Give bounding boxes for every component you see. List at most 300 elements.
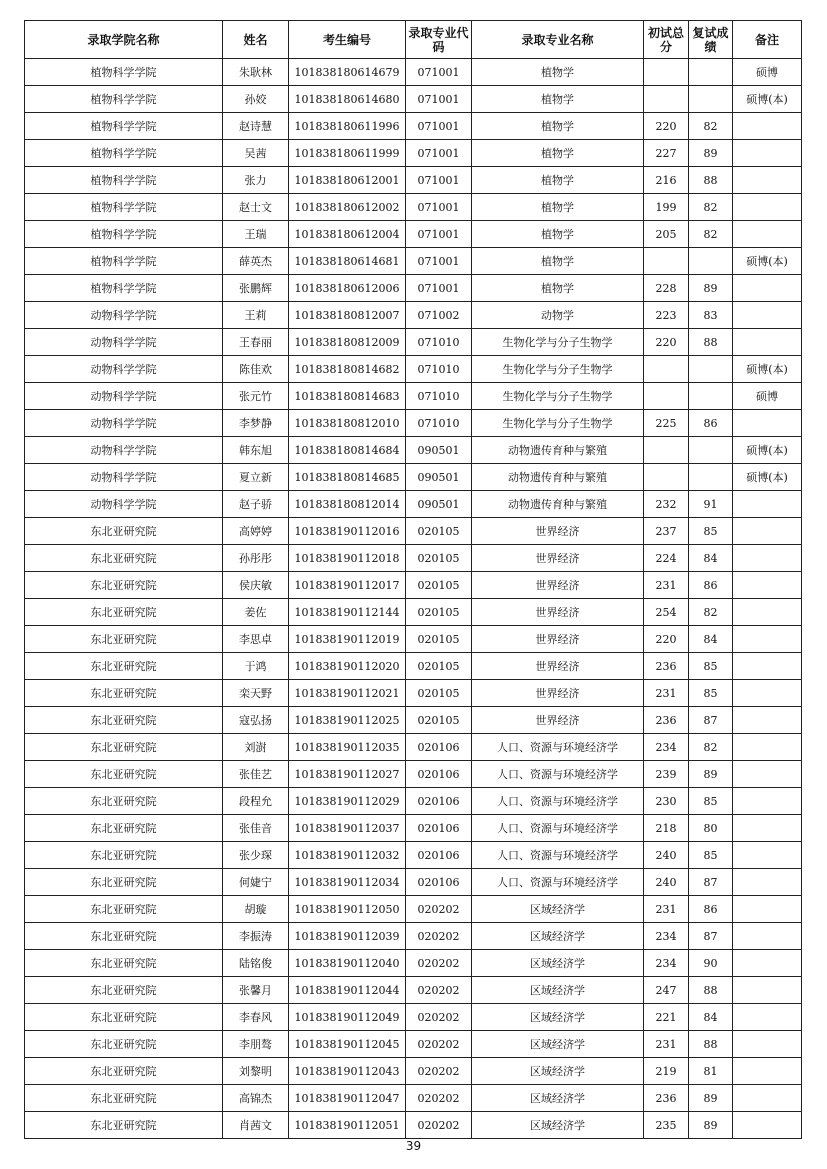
table-row xyxy=(25,1112,802,1139)
admissions-table xyxy=(24,20,802,1139)
cell-college: 东北亚研究院 xyxy=(25,815,223,842)
cell-college: 动物科学学院 xyxy=(25,410,223,437)
cell-major-code: 071010 xyxy=(406,329,472,356)
cell-retest-score: 82 xyxy=(689,113,733,140)
cell-retest-score: 87 xyxy=(689,869,733,896)
cell-retest-score: 82 xyxy=(689,734,733,761)
cell-major-name: 生物化学与分子生物学 xyxy=(472,383,644,410)
cell-candidate-id: 101838190112034 xyxy=(289,869,406,896)
cell-retest-score: 84 xyxy=(689,1004,733,1031)
cell-major-name: 生物化学与分子生物学 xyxy=(472,329,644,356)
cell-major-name: 世界经济 xyxy=(472,599,644,626)
cell-major-name: 区域经济学 xyxy=(472,896,644,923)
table-row xyxy=(25,599,802,626)
cell-initial-score: 235 xyxy=(644,1112,689,1139)
cell-major-code: 071010 xyxy=(406,356,472,383)
cell-initial-score: 231 xyxy=(644,680,689,707)
cell-name: 李春风 xyxy=(223,1004,289,1031)
cell-candidate-id: 101838180812007 xyxy=(289,302,406,329)
cell-candidate-id: 101838180614681 xyxy=(289,248,406,275)
table-row xyxy=(25,572,802,599)
cell-retest-score: 89 xyxy=(689,761,733,788)
cell-retest-score: 86 xyxy=(689,410,733,437)
cell-college: 动物科学学院 xyxy=(25,464,223,491)
cell-name: 张鹏辉 xyxy=(223,275,289,302)
cell-major-code: 020106 xyxy=(406,761,472,788)
cell-retest-score: 84 xyxy=(689,545,733,572)
cell-major-code: 020105 xyxy=(406,545,472,572)
cell-initial-score: 216 xyxy=(644,167,689,194)
cell-name: 肖茜文 xyxy=(223,1112,289,1139)
cell-major-name: 植物学 xyxy=(472,86,644,113)
cell-major-code: 020106 xyxy=(406,815,472,842)
cell-major-code: 020202 xyxy=(406,1058,472,1085)
cell-major-name: 世界经济 xyxy=(472,572,644,599)
cell-retest-score: 89 xyxy=(689,1112,733,1139)
cell-candidate-id: 101838190112039 xyxy=(289,923,406,950)
table-row xyxy=(25,626,802,653)
cell-name: 赵诗慧 xyxy=(223,113,289,140)
cell-retest-score: 85 xyxy=(689,842,733,869)
table-row xyxy=(25,221,802,248)
cell-retest-score xyxy=(689,437,733,464)
cell-name: 陈佳欢 xyxy=(223,356,289,383)
cell-candidate-id: 101838190112043 xyxy=(289,1058,406,1085)
cell-major-name: 人口、资源与环境经济学 xyxy=(472,734,644,761)
cell-major-name: 区域经济学 xyxy=(472,923,644,950)
cell-major-name: 世界经济 xyxy=(472,626,644,653)
cell-initial-score xyxy=(644,464,689,491)
table-row xyxy=(25,464,802,491)
cell-remark xyxy=(733,680,802,707)
cell-major-code: 071010 xyxy=(406,410,472,437)
cell-initial-score: 230 xyxy=(644,788,689,815)
cell-initial-score: 224 xyxy=(644,545,689,572)
cell-major-code: 071001 xyxy=(406,140,472,167)
cell-initial-score xyxy=(644,248,689,275)
cell-college: 东北亚研究院 xyxy=(25,707,223,734)
cell-initial-score: 234 xyxy=(644,734,689,761)
cell-college: 植物科学学院 xyxy=(25,59,223,86)
cell-candidate-id: 101838180614680 xyxy=(289,86,406,113)
cell-college: 植物科学学院 xyxy=(25,248,223,275)
cell-college: 东北亚研究院 xyxy=(25,896,223,923)
cell-candidate-id: 101838190112045 xyxy=(289,1031,406,1058)
cell-retest-score: 88 xyxy=(689,167,733,194)
table-header-row xyxy=(25,21,802,59)
cell-name: 王瑞 xyxy=(223,221,289,248)
cell-initial-score: 220 xyxy=(644,113,689,140)
cell-initial-score: 221 xyxy=(644,1004,689,1031)
cell-name: 陆铭俊 xyxy=(223,950,289,977)
cell-major-name: 人口、资源与环境经济学 xyxy=(472,869,644,896)
cell-retest-score: 82 xyxy=(689,221,733,248)
table-row xyxy=(25,248,802,275)
cell-college: 东北亚研究院 xyxy=(25,572,223,599)
cell-name: 李梦静 xyxy=(223,410,289,437)
cell-retest-score: 82 xyxy=(689,599,733,626)
cell-candidate-id: 101838190112020 xyxy=(289,653,406,680)
table-row xyxy=(25,329,802,356)
cell-major-name: 人口、资源与环境经济学 xyxy=(472,815,644,842)
cell-name: 吴茜 xyxy=(223,140,289,167)
cell-major-code: 020105 xyxy=(406,572,472,599)
cell-candidate-id: 101838190112051 xyxy=(289,1112,406,1139)
cell-retest-score: 87 xyxy=(689,923,733,950)
cell-initial-score: 234 xyxy=(644,923,689,950)
cell-major-code: 020106 xyxy=(406,842,472,869)
cell-major-code: 020202 xyxy=(406,977,472,1004)
table-row xyxy=(25,761,802,788)
cell-initial-score: 236 xyxy=(644,653,689,680)
table-row xyxy=(25,707,802,734)
cell-candidate-id: 101838190112035 xyxy=(289,734,406,761)
cell-major-name: 区域经济学 xyxy=(472,977,644,1004)
cell-retest-score: 89 xyxy=(689,275,733,302)
cell-major-code: 020105 xyxy=(406,599,472,626)
header-name: 姓名 xyxy=(223,21,289,59)
cell-college: 动物科学学院 xyxy=(25,491,223,518)
header-remark: 备注 xyxy=(733,21,802,59)
table-row xyxy=(25,1004,802,1031)
header-candidate-id: 考生编号 xyxy=(289,21,406,59)
cell-candidate-id: 101838190112049 xyxy=(289,1004,406,1031)
cell-retest-score: 85 xyxy=(689,518,733,545)
cell-candidate-id: 101838190112032 xyxy=(289,842,406,869)
cell-remark xyxy=(733,194,802,221)
cell-candidate-id: 101838190112029 xyxy=(289,788,406,815)
cell-initial-score: 223 xyxy=(644,302,689,329)
cell-retest-score: 81 xyxy=(689,1058,733,1085)
cell-major-name: 植物学 xyxy=(472,59,644,86)
cell-name: 张少琛 xyxy=(223,842,289,869)
cell-retest-score xyxy=(689,86,733,113)
cell-candidate-id: 101838180814685 xyxy=(289,464,406,491)
cell-initial-score xyxy=(644,356,689,383)
cell-major-name: 植物学 xyxy=(472,140,644,167)
table-row xyxy=(25,86,802,113)
cell-retest-score: 84 xyxy=(689,626,733,653)
cell-major-code: 020105 xyxy=(406,680,472,707)
table-row xyxy=(25,437,802,464)
cell-retest-score: 85 xyxy=(689,680,733,707)
table-row xyxy=(25,734,802,761)
cell-remark: 硕博(本) xyxy=(733,464,802,491)
table-row xyxy=(25,275,802,302)
cell-major-code: 020202 xyxy=(406,1031,472,1058)
cell-major-code: 071001 xyxy=(406,167,472,194)
cell-retest-score: 89 xyxy=(689,140,733,167)
cell-initial-score xyxy=(644,383,689,410)
cell-major-name: 世界经济 xyxy=(472,680,644,707)
cell-major-name: 区域经济学 xyxy=(472,1085,644,1112)
cell-college: 东北亚研究院 xyxy=(25,545,223,572)
cell-initial-score: 218 xyxy=(644,815,689,842)
cell-initial-score: 254 xyxy=(644,599,689,626)
cell-remark xyxy=(733,734,802,761)
cell-major-name: 世界经济 xyxy=(472,653,644,680)
cell-retest-score: 85 xyxy=(689,788,733,815)
cell-initial-score: 234 xyxy=(644,950,689,977)
cell-college: 东北亚研究院 xyxy=(25,680,223,707)
cell-remark: 硕博(本) xyxy=(733,437,802,464)
cell-remark xyxy=(733,626,802,653)
cell-retest-score: 87 xyxy=(689,707,733,734)
cell-college: 东北亚研究院 xyxy=(25,842,223,869)
cell-initial-score: 236 xyxy=(644,707,689,734)
table-row xyxy=(25,680,802,707)
cell-candidate-id: 101838190112037 xyxy=(289,815,406,842)
cell-retest-score xyxy=(689,248,733,275)
cell-initial-score: 236 xyxy=(644,1085,689,1112)
cell-name: 孙姣 xyxy=(223,86,289,113)
cell-candidate-id: 101838180611999 xyxy=(289,140,406,167)
cell-college: 东北亚研究院 xyxy=(25,1004,223,1031)
cell-candidate-id: 101838190112018 xyxy=(289,545,406,572)
cell-remark xyxy=(733,869,802,896)
cell-candidate-id: 101838190112047 xyxy=(289,1085,406,1112)
cell-major-code: 020106 xyxy=(406,788,472,815)
cell-major-code: 020202 xyxy=(406,1112,472,1139)
table-row xyxy=(25,1031,802,1058)
cell-college: 植物科学学院 xyxy=(25,275,223,302)
cell-retest-score: 86 xyxy=(689,572,733,599)
cell-candidate-id: 101838190112050 xyxy=(289,896,406,923)
cell-major-name: 世界经济 xyxy=(472,707,644,734)
table-row xyxy=(25,869,802,896)
cell-remark: 硕博 xyxy=(733,383,802,410)
table-row xyxy=(25,356,802,383)
cell-major-code: 071001 xyxy=(406,194,472,221)
cell-name: 高婷婷 xyxy=(223,518,289,545)
cell-candidate-id: 101838180812009 xyxy=(289,329,406,356)
cell-major-code: 020106 xyxy=(406,734,472,761)
cell-major-code: 071001 xyxy=(406,275,472,302)
cell-major-name: 人口、资源与环境经济学 xyxy=(472,788,644,815)
cell-college: 植物科学学院 xyxy=(25,86,223,113)
cell-major-code: 020106 xyxy=(406,869,472,896)
header-initial-score: 初试总分 xyxy=(644,21,689,59)
cell-initial-score: 240 xyxy=(644,869,689,896)
table-row xyxy=(25,383,802,410)
cell-initial-score: 232 xyxy=(644,491,689,518)
cell-candidate-id: 101838180612006 xyxy=(289,275,406,302)
table-row xyxy=(25,788,802,815)
table-row xyxy=(25,896,802,923)
cell-major-code: 020202 xyxy=(406,1085,472,1112)
cell-remark xyxy=(733,1058,802,1085)
table-row xyxy=(25,977,802,1004)
cell-name: 夏立新 xyxy=(223,464,289,491)
cell-major-code: 071001 xyxy=(406,221,472,248)
table-row xyxy=(25,302,802,329)
cell-remark xyxy=(733,275,802,302)
cell-initial-score: 237 xyxy=(644,518,689,545)
cell-retest-score: 80 xyxy=(689,815,733,842)
cell-college: 东北亚研究院 xyxy=(25,869,223,896)
cell-initial-score: 247 xyxy=(644,977,689,1004)
cell-remark xyxy=(733,1085,802,1112)
cell-major-name: 植物学 xyxy=(472,221,644,248)
cell-name: 姜佐 xyxy=(223,599,289,626)
cell-name: 张佳艺 xyxy=(223,761,289,788)
table-row xyxy=(25,410,802,437)
cell-retest-score: 89 xyxy=(689,1085,733,1112)
cell-remark xyxy=(733,1031,802,1058)
cell-name: 张佳音 xyxy=(223,815,289,842)
cell-name: 韩东旭 xyxy=(223,437,289,464)
cell-college: 东北亚研究院 xyxy=(25,950,223,977)
cell-college: 东北亚研究院 xyxy=(25,653,223,680)
table-body xyxy=(25,59,802,1139)
cell-college: 动物科学学院 xyxy=(25,383,223,410)
cell-initial-score: 220 xyxy=(644,626,689,653)
page-number: 39 xyxy=(405,1139,422,1153)
cell-remark xyxy=(733,653,802,680)
cell-major-code: 020105 xyxy=(406,653,472,680)
cell-retest-score xyxy=(689,59,733,86)
cell-college: 动物科学学院 xyxy=(25,356,223,383)
cell-candidate-id: 101838190112144 xyxy=(289,599,406,626)
cell-retest-score: 88 xyxy=(689,329,733,356)
cell-college: 植物科学学院 xyxy=(25,113,223,140)
cell-remark xyxy=(733,545,802,572)
cell-initial-score: 225 xyxy=(644,410,689,437)
cell-candidate-id: 101838190112017 xyxy=(289,572,406,599)
cell-remark xyxy=(733,518,802,545)
cell-name: 赵士文 xyxy=(223,194,289,221)
cell-candidate-id: 101838180812010 xyxy=(289,410,406,437)
cell-major-code: 071001 xyxy=(406,86,472,113)
cell-name: 李朋骜 xyxy=(223,1031,289,1058)
cell-remark xyxy=(733,140,802,167)
cell-major-code: 071001 xyxy=(406,248,472,275)
table-row xyxy=(25,1085,802,1112)
cell-initial-score xyxy=(644,59,689,86)
cell-initial-score: 228 xyxy=(644,275,689,302)
cell-major-name: 区域经济学 xyxy=(472,1031,644,1058)
cell-major-name: 植物学 xyxy=(472,167,644,194)
cell-retest-score: 82 xyxy=(689,194,733,221)
cell-retest-score: 90 xyxy=(689,950,733,977)
cell-remark xyxy=(733,815,802,842)
cell-name: 何婕宁 xyxy=(223,869,289,896)
cell-initial-score: 240 xyxy=(644,842,689,869)
cell-candidate-id: 101838180612002 xyxy=(289,194,406,221)
cell-name: 高锦杰 xyxy=(223,1085,289,1112)
cell-name: 朱耿林 xyxy=(223,59,289,86)
table-row xyxy=(25,815,802,842)
table-row xyxy=(25,59,802,86)
cell-name: 栾天野 xyxy=(223,680,289,707)
cell-major-code: 090501 xyxy=(406,437,472,464)
cell-major-code: 020202 xyxy=(406,950,472,977)
cell-remark xyxy=(733,410,802,437)
table-row xyxy=(25,113,802,140)
cell-major-code: 071002 xyxy=(406,302,472,329)
cell-candidate-id: 101838180814684 xyxy=(289,437,406,464)
cell-college: 动物科学学院 xyxy=(25,437,223,464)
cell-major-name: 区域经济学 xyxy=(472,1004,644,1031)
cell-college: 植物科学学院 xyxy=(25,194,223,221)
cell-name: 王春丽 xyxy=(223,329,289,356)
cell-retest-score: 85 xyxy=(689,653,733,680)
cell-name: 孙彤彤 xyxy=(223,545,289,572)
cell-college: 东北亚研究院 xyxy=(25,1031,223,1058)
header-major-name: 录取专业名称 xyxy=(472,21,644,59)
cell-remark xyxy=(733,167,802,194)
cell-candidate-id: 101838190112044 xyxy=(289,977,406,1004)
table-row xyxy=(25,518,802,545)
cell-college: 东北亚研究院 xyxy=(25,599,223,626)
cell-remark xyxy=(733,302,802,329)
cell-college: 东北亚研究院 xyxy=(25,518,223,545)
cell-initial-score: 231 xyxy=(644,1031,689,1058)
cell-name: 段程允 xyxy=(223,788,289,815)
cell-major-code: 020105 xyxy=(406,626,472,653)
cell-name: 李思卓 xyxy=(223,626,289,653)
cell-remark: 硕博(本) xyxy=(733,356,802,383)
cell-retest-score xyxy=(689,356,733,383)
table-row xyxy=(25,140,802,167)
cell-remark xyxy=(733,761,802,788)
cell-name: 刘黎明 xyxy=(223,1058,289,1085)
cell-major-name: 区域经济学 xyxy=(472,1058,644,1085)
cell-college: 东北亚研究院 xyxy=(25,626,223,653)
table-row xyxy=(25,950,802,977)
cell-major-code: 071001 xyxy=(406,59,472,86)
cell-remark xyxy=(733,1004,802,1031)
cell-initial-score: 231 xyxy=(644,896,689,923)
cell-remark xyxy=(733,707,802,734)
cell-major-name: 世界经济 xyxy=(472,545,644,572)
cell-college: 东北亚研究院 xyxy=(25,788,223,815)
cell-remark xyxy=(733,572,802,599)
cell-candidate-id: 101838180814682 xyxy=(289,356,406,383)
cell-candidate-id: 101838180612001 xyxy=(289,167,406,194)
cell-college: 东北亚研究院 xyxy=(25,761,223,788)
cell-major-code: 020202 xyxy=(406,1004,472,1031)
cell-name: 张馨月 xyxy=(223,977,289,1004)
cell-major-name: 植物学 xyxy=(472,248,644,275)
cell-major-name: 生物化学与分子生物学 xyxy=(472,356,644,383)
table-row xyxy=(25,194,802,221)
cell-college: 动物科学学院 xyxy=(25,302,223,329)
cell-name: 李振涛 xyxy=(223,923,289,950)
cell-initial-score xyxy=(644,86,689,113)
cell-major-name: 区域经济学 xyxy=(472,950,644,977)
header-major-code: 录取专业代码 xyxy=(406,21,472,59)
cell-remark: 硕博(本) xyxy=(733,86,802,113)
cell-major-code: 020202 xyxy=(406,896,472,923)
cell-major-name: 世界经济 xyxy=(472,518,644,545)
cell-retest-score: 91 xyxy=(689,491,733,518)
cell-candidate-id: 101838180612004 xyxy=(289,221,406,248)
cell-college: 东北亚研究院 xyxy=(25,734,223,761)
cell-name: 王莉 xyxy=(223,302,289,329)
cell-name: 于鸿 xyxy=(223,653,289,680)
cell-major-name: 动物遗传育种与繁殖 xyxy=(472,491,644,518)
cell-candidate-id: 101838180814683 xyxy=(289,383,406,410)
cell-major-name: 生物化学与分子生物学 xyxy=(472,410,644,437)
cell-retest-score: 86 xyxy=(689,896,733,923)
cell-candidate-id: 101838180611996 xyxy=(289,113,406,140)
cell-candidate-id: 101838190112025 xyxy=(289,707,406,734)
cell-candidate-id: 101838180614679 xyxy=(289,59,406,86)
cell-remark xyxy=(733,113,802,140)
header-retest-score: 复试成绩 xyxy=(689,21,733,59)
cell-college: 东北亚研究院 xyxy=(25,977,223,1004)
